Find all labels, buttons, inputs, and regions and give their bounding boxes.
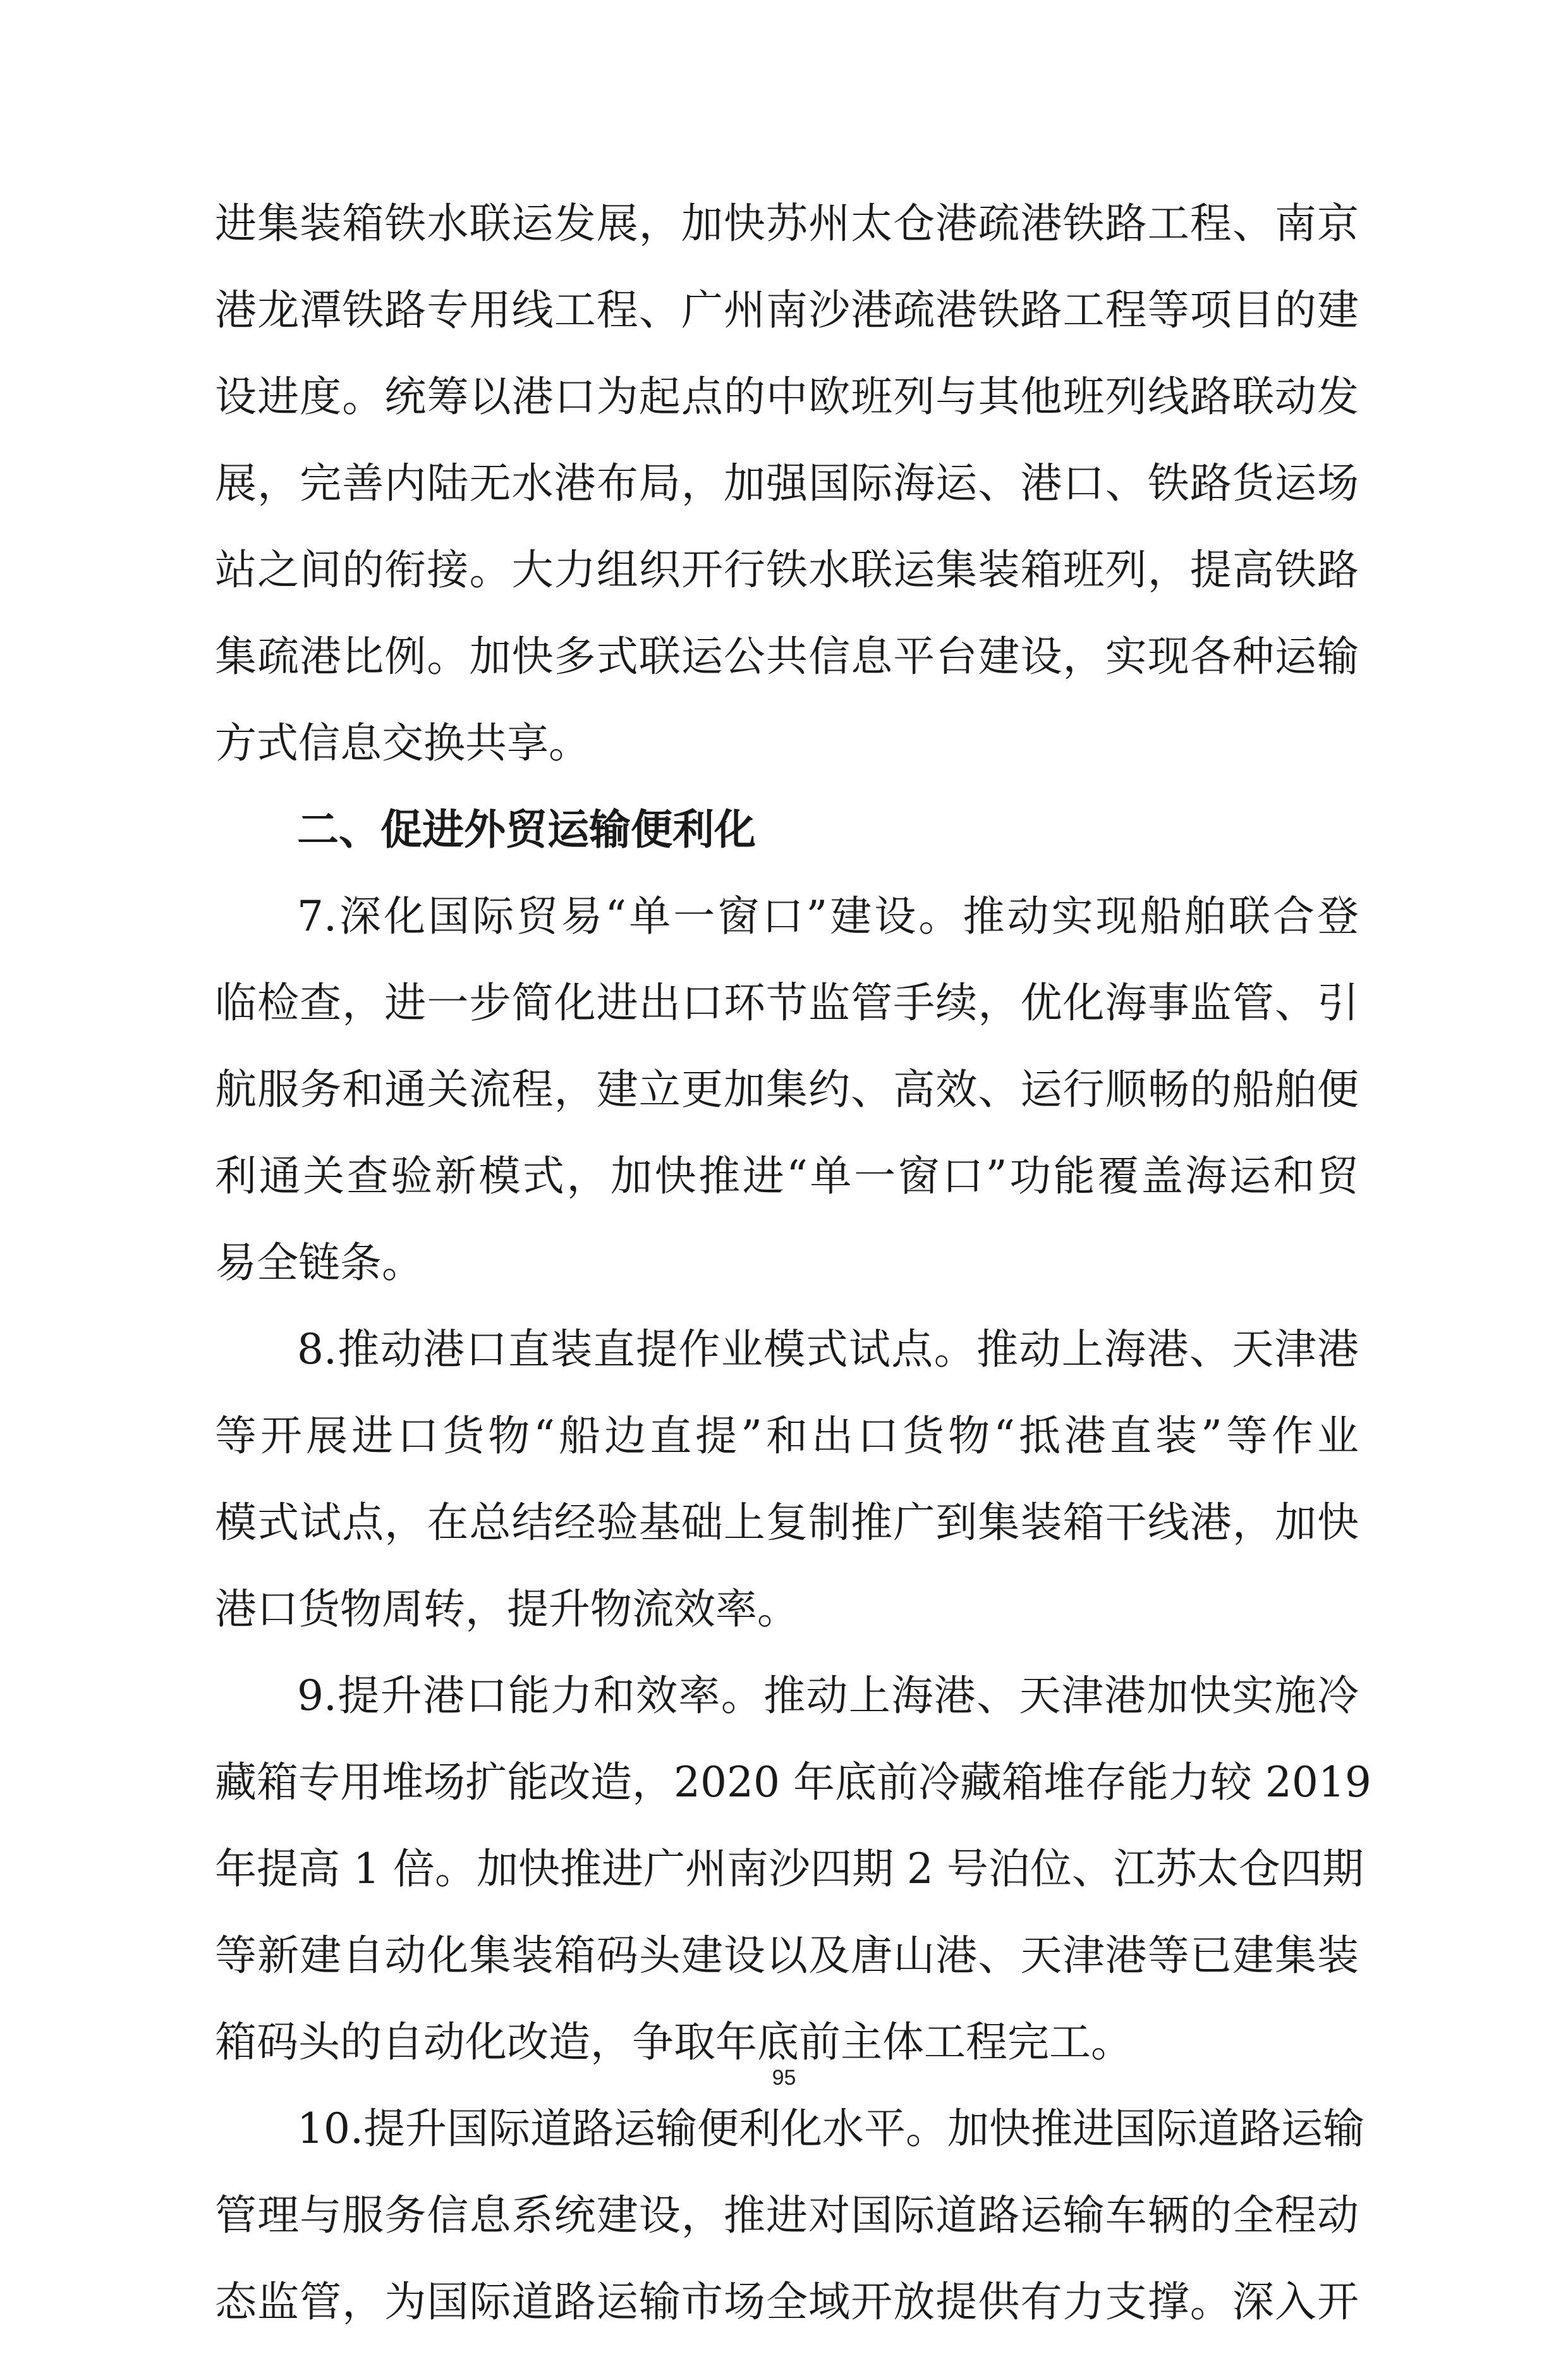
text-line: 设进度。统筹以港口为起点的中欧班列与其他班列线路联动发 xyxy=(215,372,1359,421)
text-line: 方式信息交换共享。 xyxy=(215,719,590,767)
document-body xyxy=(215,199,1371,2366)
text-line: 展，完善内陆无水港布局，加强国际海运、港口、铁路货运场 xyxy=(215,459,1359,508)
section-heading: 二、促进外贸运输便利化 xyxy=(297,805,756,854)
text-line: 临检查，进一步简化进出口环节监管手续，优化海事监管、引 xyxy=(215,979,1359,1027)
text-line: 箱码头的自动化改造，争取年底前主体工程完工。 xyxy=(215,2018,1133,2066)
text-line: 航服务和通关流程，建立更加集约、高效、运行顺畅的船舶便 xyxy=(215,1065,1359,1114)
text-line: 站之间的衔接。大力组织开行铁水联运集装箱班列，提高铁路 xyxy=(215,546,1359,594)
text-line: 9.提升港口能力和效率。推动上海港、天津港加快实施冷 xyxy=(297,1671,1359,1720)
text-line: 等开展进口货物“船边直提”和出口货物“抵港直装”等作业 xyxy=(215,1412,1359,1460)
text-line: 集疏港比例。加快多式联运公共信息平台建设，实现各种运输 xyxy=(215,632,1359,681)
text-line: 藏箱专用堆场扩能改造，2020 年底前冷藏箱堆存能力较 2019 xyxy=(215,1758,1371,1807)
text-line: 年提高 1 倍。加快推进广州南沙四期 2 号泊位、江苏太仓四期 xyxy=(215,1845,1364,1893)
text-line: 态监管，为国际道路运输市场全域开放提供有力支撑。深入开 xyxy=(215,2278,1359,2326)
text-line: 10.提升国际道路运输便利化水平。加快推进国际道路运输 xyxy=(297,2104,1364,2153)
text-line: 港口货物周转，提升物流效率。 xyxy=(215,1585,799,1633)
text-line: 管理与服务信息系统建设，推进对国际道路运输车辆的全程动 xyxy=(215,2191,1359,2240)
text-line: 7.深化国际贸易“单一窗口”建设。推动实现船舶联合登 xyxy=(297,892,1359,941)
page-number: 95 xyxy=(772,2066,796,2090)
text-line: 进集装箱铁水联运发展，加快苏州太仓港疏港铁路工程、南京 xyxy=(215,199,1359,248)
text-line: 8.推动港口直装直提作业模式试点。推动上海港、天津港 xyxy=(297,1325,1359,1374)
text-line: 利通关查验新模式，加快推进“单一窗口”功能覆盖海运和贸 xyxy=(215,1152,1359,1200)
text-line: 易全链条。 xyxy=(215,1238,423,1287)
text-line: 模式试点，在总结经验基础上复制推广到集装箱干线港，加快 xyxy=(215,1498,1359,1547)
text-line: 等新建自动化集装箱码头建设以及唐山港、天津港等已建集装 xyxy=(215,1931,1359,1980)
text-line: 港龙潭铁路专用线工程、广州南沙港疏港铁路工程等项目的建 xyxy=(215,286,1359,334)
